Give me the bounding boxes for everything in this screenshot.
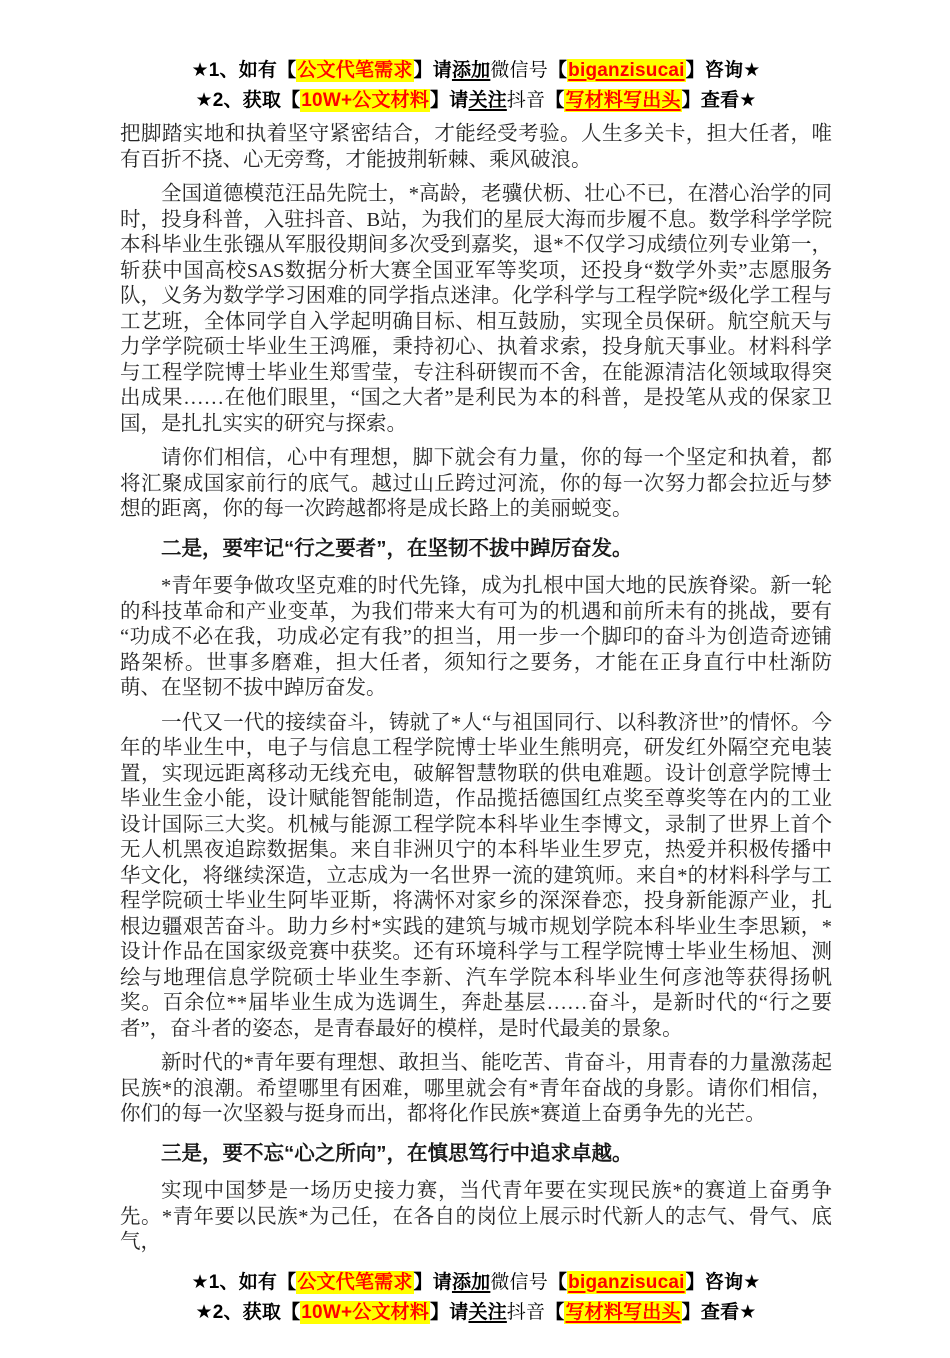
promo-prefix: ★1、如有【 — [191, 60, 297, 81]
promo-text: 【 — [547, 1271, 568, 1293]
promo-prefix: ★2、获取【 — [195, 90, 301, 111]
paragraph: 实现中国梦是一场历史接力赛，当代青年要在实现民族*的赛道上奋勇争先。*青年要以民族*为己任，在各自的岗位上展示时代新人的志气、骨气、底气， — [120, 1180, 832, 1253]
promo-douyin-id: 写材料写出头 — [565, 90, 681, 111]
promo-service-highlight: 公文代笔需求 — [297, 1271, 413, 1293]
promo-text: 】请 — [413, 1271, 452, 1293]
promo-add-action: 添加 — [451, 1271, 491, 1293]
promo-text: 抖音 — [506, 90, 546, 111]
paragraph: 新时代的*青年要有理想、敢担当、能吃苦、肯奋斗，用青春的力量激荡起民族*的浪潮。希望哪里有困难，哪里就会有*青年奋战的身影。请你们相信，你们的每一次坚毅与挺身而出，都将化作民族*赛道上奋勇争先的光芒。 — [120, 1052, 832, 1125]
promo-line — [120, 86, 832, 116]
promo-douyin-id: 写材料写出头 — [565, 1301, 681, 1323]
promo-text: 【 — [547, 60, 568, 81]
promo-text: 【 — [545, 90, 565, 111]
promo-line — [120, 56, 832, 86]
paragraph: 把脚踏实地和执着坚守紧密结合，才能经受考验。人生多关卡，担大任者，唯有百折不挠、心无旁骛，才能披荆斩棘、乘风破浪。 — [120, 123, 832, 171]
promo-prefix: ★1、如有【 — [191, 1271, 297, 1293]
promo-text: 】请 — [430, 90, 469, 111]
promo-line — [120, 1268, 832, 1298]
promo-follow-action: 关注 — [468, 1301, 507, 1323]
promo-suffix: 】咨询★ — [685, 1271, 761, 1293]
promo-text: 】请 — [413, 60, 452, 81]
promo-prefix: ★2、获取【 — [195, 1301, 301, 1323]
promo-add-action: 添加 — [451, 60, 491, 81]
promo-text: 微信号 — [490, 60, 548, 81]
promo-text: 】请 — [430, 1301, 469, 1323]
promo-wechat-id: biganzisucai — [568, 60, 685, 81]
promo-banner-top — [120, 56, 832, 116]
document-body — [120, 122, 832, 1256]
promo-suffix: 】查看★ — [681, 1301, 757, 1323]
paragraph: 全国道德模范汪品先院士，*高龄，老骥伏枥、壮心不已，在潜心治学的同时，投身科普，入驻抖音、B站，为我们的星辰大海而步履不息。数学科学学院本科毕业生张镪从军服役期间多次受到嘉奖，退*不仅学习成绩位列专业第一，斩获中国高校SAS数据分析大赛全国亚军等奖项，还投身“数学外卖”志愿服务队，义务为数学学习困难的同学指点迷津。化学科学与工程学院*级化学工程与工艺班，全体同学自入学起明确目标、相互鼓励，实现全员保研。航空航天与力学学院硕士毕业生王鸿雁，秉持初心、执着求索，投身航天事业。材料科学与工程学院博士毕业生郑雪莹，专注科研锲而不舍，在能源清洁化领域取得突出成果……在他们眼里，“国之大者”是利民为本的科普，是投笔从戎的保家卫国，是扎扎实实的研究与探索。 — [120, 183, 832, 435]
paragraph: *青年要争做攻坚克难的时代先锋，成为扎根中国大地的民族脊梁。新一轮的科技革命和产业变革，为我们带来大有可为的机遇和前所未有的挑战，要有“功成不必在我，功成必定有我”的担当，用一步一个脚印的奋斗为创造奇迹铺路架桥。世事多磨难，担大任者，须知行之要务，才能在正身直行中杜渐防萌、在坚韧不拔中踔厉奋发。 — [120, 575, 832, 699]
promo-suffix: 】查看★ — [681, 90, 757, 111]
paragraph: 一代又一代的接续奋斗，铸就了*人“与祖国同行、以科教济世”的情怀。今年的毕业生中，电子与信息工程学院博士毕业生熊明亮，研发红外隔空充电装置，实现远距离移动无线充电，破解智慧物联的供电难题。设计创意学院博士毕业生金小能，设计赋能智能制造，作品揽括德国红点奖至尊奖等在内的工业设计国际三大奖。机械与能源工程学院本科毕业生李博文，录制了世界上首个无人机黑夜追踪数据集。来自非洲贝宁的本科毕业生罗克，热爱并积极传播中华文化，将继续深造，立志成为一名世界一流的建筑师。来自*的材料科学与工程学院硕士毕业生阿毕亚斯，将满怀对家乡的深深眷恋，投身新能源产业，扎根边疆艰苦奋斗。助力乡村*实践的建筑与城市规划学院本科毕业生李思颖，*设计作品在国家级竞赛中获奖。还有环境科学与工程学院博士毕业生杨旭、测绘与地理信息学院硕士毕业生李新、汽车学院本科毕业生何彦池等获得扬帆奖。百余位**届毕业生成为选调生，奔赴基层……奋斗，是新时代的“行之要者”，奋斗者的姿态，是青春最好的模样，是时代最美的景象。 — [120, 711, 832, 1040]
promo-banner-bottom — [120, 1268, 832, 1328]
promo-suffix: 】咨询★ — [685, 60, 761, 81]
promo-line — [120, 1298, 832, 1328]
paragraph: 请你们相信，心中有理想，脚下就会有力量，你的每一个坚定和执着，都将汇聚成国家前行的底气。越过山丘跨过河流，你的每一次努力都会拉近与梦想的距离，你的每一次跨越都将是成长路上的美丽蜕变。 — [120, 447, 832, 520]
promo-text: 【 — [545, 1301, 565, 1323]
promo-materials-highlight: 10W+公文材料 — [301, 90, 430, 111]
promo-wechat-id: biganzisucai — [568, 1271, 685, 1293]
promo-service-highlight: 公文代笔需求 — [297, 60, 413, 81]
section-heading: 三是，要不忘“心之所向”，在慎思笃行中追求卓越。 — [161, 1141, 633, 1165]
section-heading: 二是，要牢记“行之要者”，在坚韧不拔中踔厉奋发。 — [161, 536, 633, 560]
promo-materials-highlight: 10W+公文材料 — [301, 1301, 430, 1323]
promo-follow-action: 关注 — [468, 90, 507, 111]
promo-text: 抖音 — [506, 1301, 546, 1323]
promo-text: 微信号 — [490, 1271, 548, 1293]
